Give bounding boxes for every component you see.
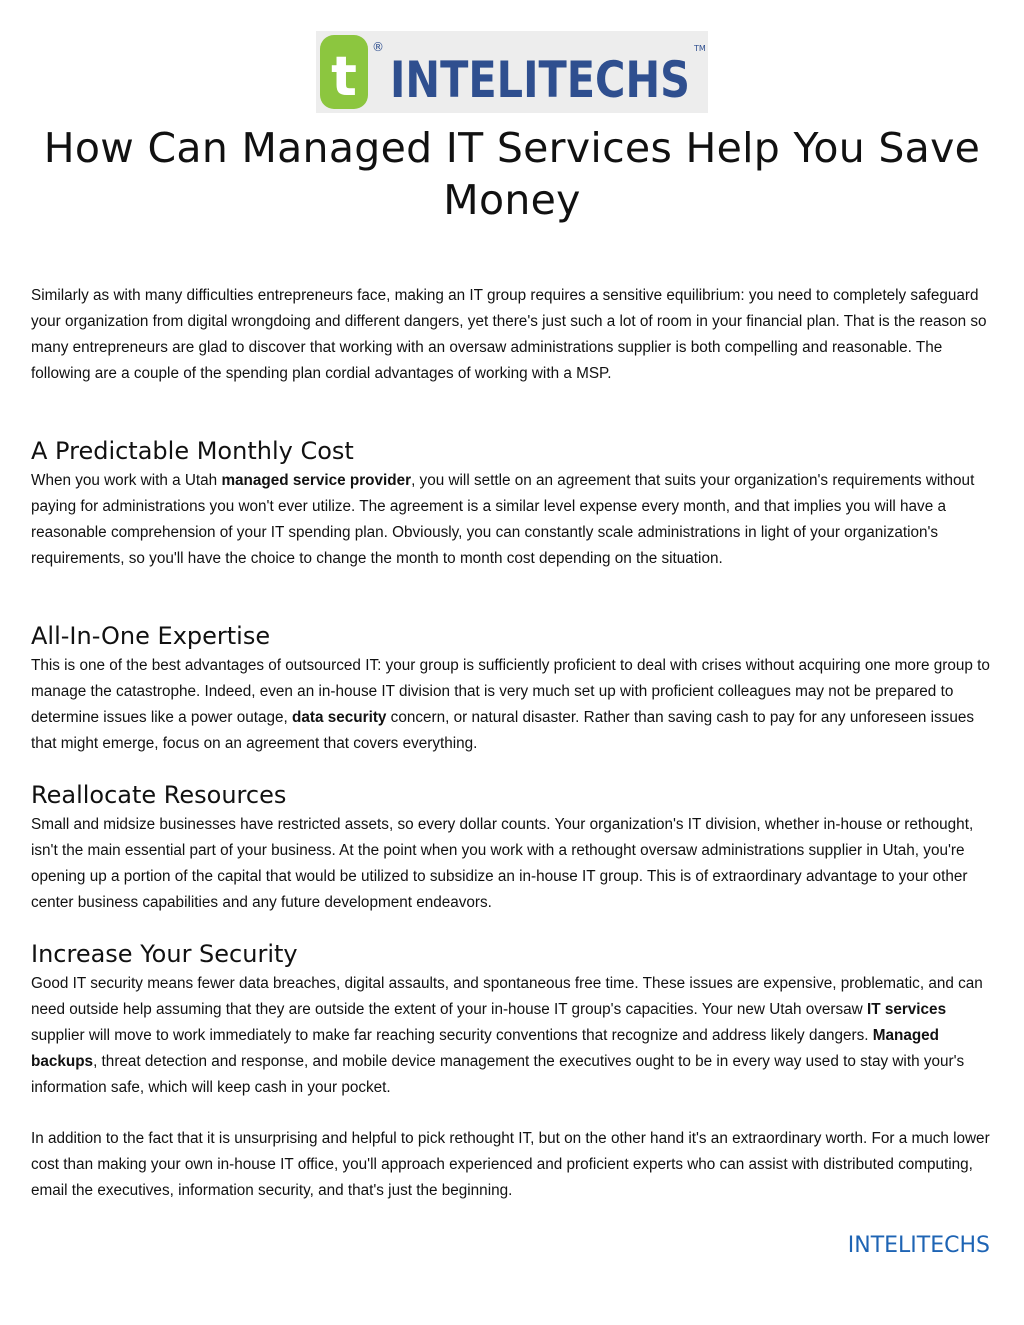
bold-keyword-it-services: IT services: [866, 1001, 947, 1018]
section-heading-security: Increase Your Security: [31, 940, 298, 968]
section-heading-monthly-cost: A Predictable Monthly Cost: [31, 437, 354, 465]
section-paragraph-monthly-cost: [31, 468, 995, 572]
section-text: concern, or natural disaster. Rather than saving cash to pay for any unforeseen issues that might emerge, focus on an agreement that covers everything.: [31, 709, 974, 752]
section-text: This is one of the best advantages of outsourced IT: your group is sufficiently proficient to deal with crises without acquiring one more group to manage the catastrophe. Indeed, even an in-house IT division that is very much set up with proficient colleagues may not be prepared to determine issues like a power outage,: [31, 657, 990, 726]
section-text: Good IT security means fewer data breaches, digital assaults, and spontaneous free time. These issues are expensive, problematic, and can need outside help assuming that they are outside the extent of your in-house IT group's capacities. Your new Utah oversaw: [31, 975, 983, 1018]
intro-paragraph: Similarly as with many difficulties entrepreneurs face, making an IT group requires a sensitive equilibrium: you need to completely safeguard your organization from digital wrongdoing and different dangers, yet there's just such a lot of room in your financial plan. That is the reason so many entrepreneurs are glad to discover that working with an oversaw administrations supplier is both compelling and reasonable. The following are a couple of the spending plan cordial advantages of working with a MSP.: [31, 287, 987, 382]
intelitechs-logo: [316, 31, 708, 113]
section-heading-reallocate: Reallocate Resources: [31, 781, 287, 809]
logo-trademark: TM: [694, 44, 706, 53]
section-paragraph-expertise: [31, 653, 995, 757]
section-text: , threat detection and response, and mobile device management the executives ought to be in every way used to stay with your's information safe, which will keep cash in your pocket.: [31, 1053, 965, 1096]
footer-brand: INTELITECHS: [847, 1233, 990, 1258]
section-text: supplier will move to work immediately to make far reaching security conventions that recognize and address likely dangers.: [31, 1027, 873, 1044]
section-text: When you work with a Utah: [31, 472, 222, 489]
closing-paragraph: In addition to the fact that it is unsurprising and helpful to pick rethought IT, but on the other hand it's an extraordinary worth. For a much lower cost than making your own in-house IT office, you'll approach experienced and proficient experts who can assist with distributed computing, email the executives, information security, and that's just the beginning.: [31, 1130, 990, 1199]
section-paragraph-reallocate: Small and midsize businesses have restricted assets, so every dollar counts. Your organization's IT division, whether in-house or rethought, isn't the main essential part of your business. At the point when you work with a rethought oversaw administrations supplier in Utah, you're opening up a portion of the capital that would be utilized to subsidize an in-house IT group. This is of extraordinary advantage to your other center business capabilities and any future development endeavors.: [31, 816, 974, 911]
page-title: How Can Managed IT Services Help You Save Money: [43, 124, 981, 224]
section-text: , you will settle on an agreement that suits your organization's requirements without paying for administrations you won't ever utilize. The agreement is a similar level expense every month, and that implies you will have a reasonable comprehension of your IT spending plan. Obviously, you can constantly scale administrations in light of your organization's requirements, so you'll have the choice to change the month to month cost depending on the situation.: [31, 472, 975, 567]
section-heading-expertise: All-In-One Expertise: [31, 622, 271, 650]
logo-graphic: [316, 31, 708, 113]
logo-icon-letter: t: [331, 45, 357, 108]
logo-wordmark: INTELITECHS: [390, 51, 690, 109]
section-paragraph-security: [31, 971, 995, 1101]
bold-keyword-managed-backups: Managed backups: [31, 1027, 940, 1070]
bold-keyword-managed-service-provider: managed service provider: [221, 472, 412, 489]
logo-registered-mark: ®: [372, 40, 384, 54]
bold-keyword-data-security: data security: [292, 709, 387, 726]
